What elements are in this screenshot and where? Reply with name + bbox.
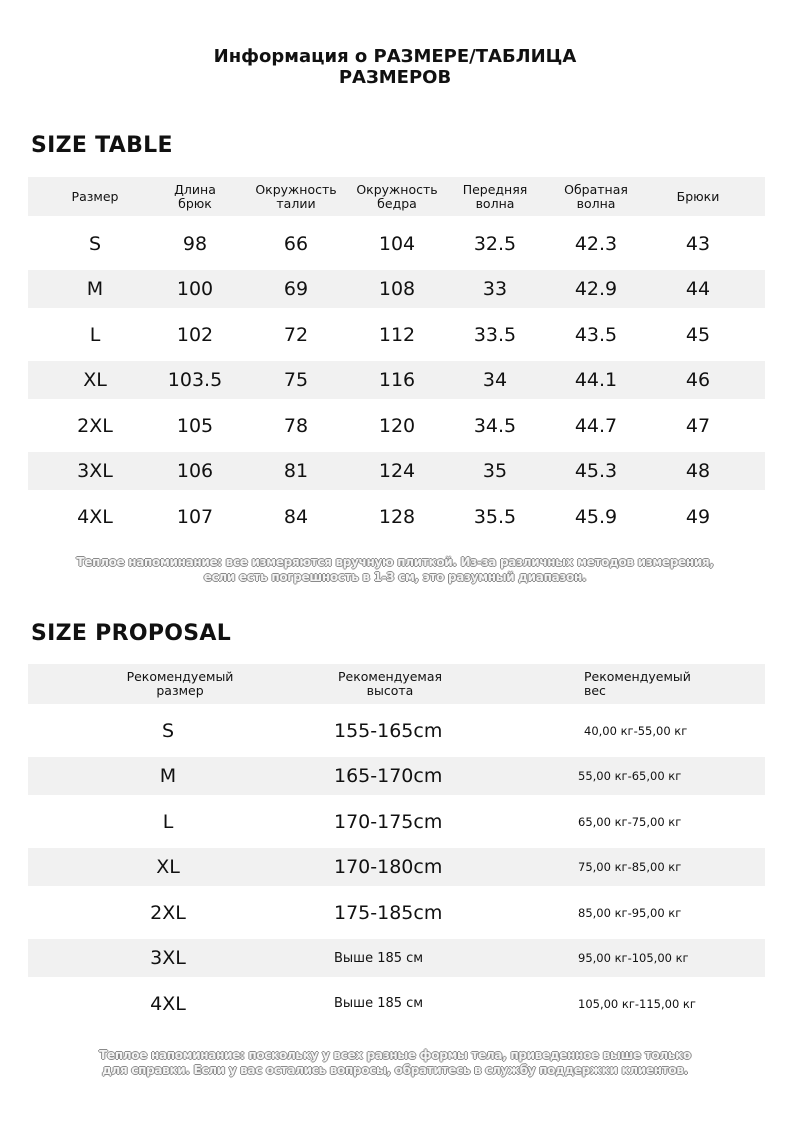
size-table-cell: 75 xyxy=(283,369,309,392)
size-table-cell: 4XL xyxy=(77,505,113,528)
size-table-cell: 112 xyxy=(378,323,416,346)
size-table-row xyxy=(28,407,765,445)
size-table-cell: 49 xyxy=(685,505,711,528)
size-proposal-header-row xyxy=(28,664,765,704)
size-table-cell: 72 xyxy=(283,323,309,346)
page-title-line1: Информация о РАЗМЕРЕ/ТАБЛИЦА xyxy=(213,46,577,67)
size-table-heading: SIZE TABLE xyxy=(31,133,173,158)
size-table-cell: L xyxy=(89,323,101,346)
size-table-cell: 108 xyxy=(378,278,416,301)
size-table-cell: 46 xyxy=(685,369,711,392)
size-table-cell: 32.5 xyxy=(473,232,517,255)
size-table-cell: 66 xyxy=(283,232,309,255)
size-table-header-cell: Окружность талии xyxy=(255,181,337,211)
size-proposal-header-cell: Рекомендуемая высота xyxy=(337,669,443,698)
size-table-cell: 104 xyxy=(378,232,416,255)
size-table-cell: 78 xyxy=(283,414,309,437)
size-proposal-header-cell: Рекомендуемый размер xyxy=(126,669,234,698)
size-table-cell: 107 xyxy=(176,505,214,528)
size-proposal-height-cell: 175-185cm xyxy=(334,901,443,924)
size-table-cell: 35 xyxy=(482,460,508,483)
size-table-note: Теплое напоминание: все измеряются вручную плиткой. Из-за различных методов измерения, если есть погрешность в 1-3 см, это разумный диапазон. xyxy=(76,555,714,584)
size-table-cell: 3XL xyxy=(77,460,113,483)
size-table-cell: 103.5 xyxy=(167,369,223,392)
size-proposal-weight-cell: 85,00 кг-95,00 кг xyxy=(578,905,682,920)
size-table-cell: 120 xyxy=(378,414,416,437)
size-table-header-cell: Размер xyxy=(71,188,119,204)
size-table-header-cell: Брюки xyxy=(676,188,720,204)
size-proposal-row xyxy=(28,939,765,977)
size-table-row xyxy=(28,361,765,399)
page-title-line2: РАЗМЕРОВ xyxy=(338,67,452,88)
size-table-header-cell: Длина брюк xyxy=(174,181,216,211)
size-proposal-size-cell: M xyxy=(159,765,177,788)
size-proposal-height-cell: 155-165cm xyxy=(334,719,443,742)
size-table-row xyxy=(28,498,765,536)
size-proposal-size-cell: 2XL xyxy=(150,901,186,924)
size-proposal-size-cell: L xyxy=(162,810,174,833)
size-table-cell: 48 xyxy=(685,460,711,483)
size-proposal-size-cell: 3XL xyxy=(150,947,186,970)
size-table-cell: M xyxy=(86,278,104,301)
size-table-cell: 33.5 xyxy=(473,323,517,346)
size-table-cell: 128 xyxy=(378,505,416,528)
size-table-row xyxy=(28,316,765,354)
size-table-header-row xyxy=(28,177,765,216)
size-table-cell: 116 xyxy=(378,369,416,392)
size-proposal-height-cell: 165-170cm xyxy=(334,765,443,788)
size-proposal-weight-cell: 55,00 кг-65,00 кг xyxy=(578,769,682,784)
size-table-header-cell: Передняя волна xyxy=(462,181,528,211)
size-proposal-height-cell: 170-180cm xyxy=(334,856,443,879)
size-table-cell: 47 xyxy=(685,414,711,437)
size-table-cell: 45.9 xyxy=(574,505,618,528)
size-proposal-height-cell: 170-175cm xyxy=(334,810,443,833)
size-proposal-size-cell: XL xyxy=(156,856,180,879)
size-table-cell: 124 xyxy=(378,460,416,483)
size-table-header-cell: Окружность бедра xyxy=(356,181,438,211)
size-table-cell: 33 xyxy=(482,278,508,301)
size-table-cell: 102 xyxy=(176,323,214,346)
size-proposal-row xyxy=(28,894,765,932)
size-table-cell: 44.7 xyxy=(574,414,618,437)
size-table-cell: 45 xyxy=(685,323,711,346)
size-table-cell: 34.5 xyxy=(473,414,517,437)
size-table-cell: 106 xyxy=(176,460,214,483)
size-table-cell: 34 xyxy=(482,369,508,392)
size-table-cell: 105 xyxy=(176,414,214,437)
size-table-cell: 44 xyxy=(685,278,711,301)
size-table-cell: 84 xyxy=(283,505,309,528)
size-table-cell: XL xyxy=(83,369,107,392)
page-title xyxy=(0,46,790,88)
size-table-cell: 42.9 xyxy=(574,278,618,301)
size-table-cell: 43 xyxy=(685,232,711,255)
size-proposal-header-cell: Рекомендуемый вес xyxy=(584,669,691,698)
size-proposal-heading: SIZE PROPOSAL xyxy=(31,621,232,646)
size-table-row xyxy=(28,270,765,308)
size-table-row xyxy=(28,225,765,263)
size-proposal-note: Теплое напоминание: поскольку у всех разные формы тела, приведенное выше только для справки. Если у вас остались вопросы, обратитесь в службу поддержки клиентов. xyxy=(99,1048,691,1077)
size-proposal-size-cell: S xyxy=(161,719,175,742)
size-table-cell: 69 xyxy=(283,278,309,301)
size-proposal-row xyxy=(28,803,765,841)
size-proposal-weight-cell: 105,00 кг-115,00 кг xyxy=(578,996,696,1011)
size-table-cell: 42.3 xyxy=(574,232,618,255)
size-proposal-height-cell: Выше 185 см xyxy=(334,950,424,966)
size-table-cell: 98 xyxy=(182,232,208,255)
size-table-cell: 35.5 xyxy=(473,505,517,528)
size-proposal-row xyxy=(28,848,765,886)
size-proposal-weight-cell: 75,00 кг-85,00 кг xyxy=(578,860,682,875)
size-table-cell: 44.1 xyxy=(574,369,618,392)
size-table-cell: 81 xyxy=(283,460,309,483)
size-table-cell: S xyxy=(88,232,102,255)
size-proposal-weight-cell: 65,00 кг-75,00 кг xyxy=(578,814,682,829)
size-proposal-height-cell: Выше 185 см xyxy=(334,996,424,1012)
size-table-cell: 43.5 xyxy=(574,323,618,346)
size-proposal-size-cell: 4XL xyxy=(150,992,186,1015)
size-table-cell: 2XL xyxy=(77,414,113,437)
size-proposal-weight-cell: 40,00 кг-55,00 кг xyxy=(584,723,688,738)
size-table-header-cell: Обратная волна xyxy=(564,181,628,211)
size-table-cell: 45.3 xyxy=(574,460,618,483)
size-proposal-row xyxy=(28,985,765,1023)
size-proposal-row xyxy=(28,712,765,750)
size-proposal-row xyxy=(28,757,765,795)
size-table-row xyxy=(28,452,765,490)
size-table-cell: 100 xyxy=(176,278,214,301)
size-proposal-weight-cell: 95,00 кг-105,00 кг xyxy=(578,951,689,966)
